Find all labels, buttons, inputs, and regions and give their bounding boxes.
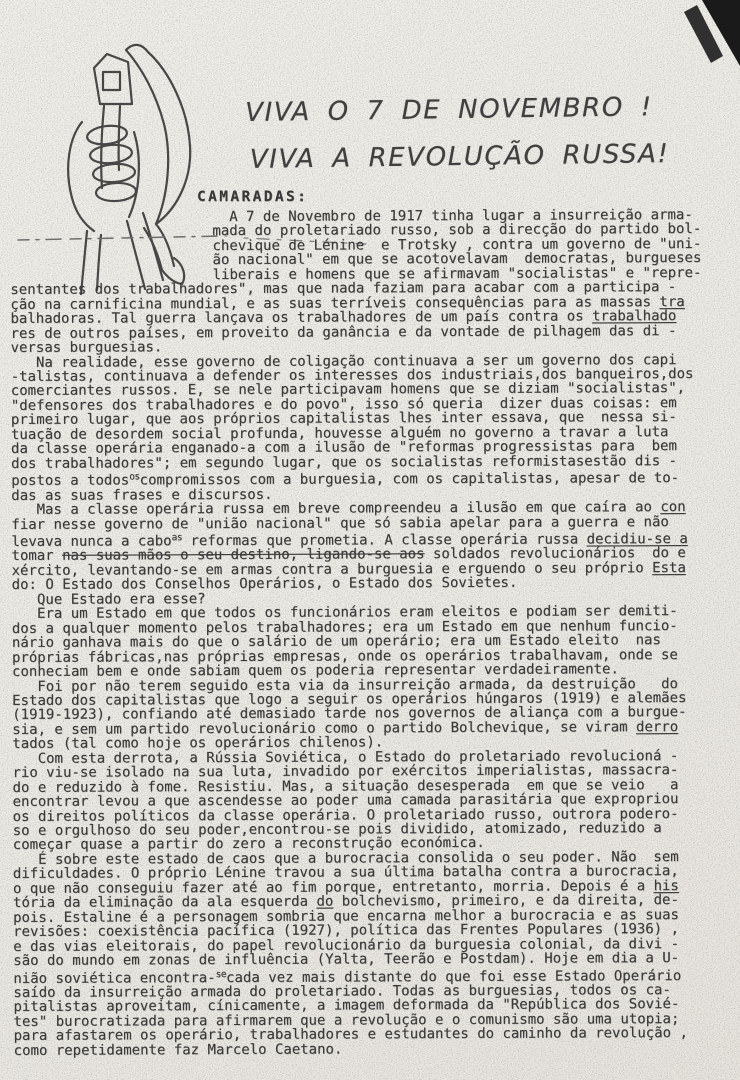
text-segment: dos a qualquer momento pelos trabalhadores; era um Estado em que nenhum funcio- bbox=[11, 617, 678, 637]
text-segment: do: O Estado dos Conselhos Operários, o Estado dos Sovietes. bbox=[11, 575, 518, 594]
text-line bbox=[11, 323, 740, 341]
text-segment: Estado dos capitalistas que logo a seguir os operários húngaros (1919) e alemães bbox=[12, 689, 687, 709]
text-segment: nário ganhava mais do que o salário de um operário; era um Estado eleito nas bbox=[11, 632, 661, 652]
text-segment: para afastarem os operário, trabalhadores e estudantes do caminho da revolução , bbox=[13, 1025, 688, 1045]
text-segment: trabalhado bbox=[592, 308, 677, 325]
text-segment: Na realidade, esse governo de coligação continuava a ser um governo dos capi bbox=[10, 351, 677, 371]
text-segment: sentantes dos trabalhadores", mas que nada faziam para acabar com a participa - bbox=[10, 279, 677, 299]
text-segment: revisões: coexistência pacífica (1927), política das Frentes Populares (1936) , bbox=[13, 921, 680, 941]
text-segment: Mas a classe operária russa em breve compreendeu a ilusão em que caíra ao bbox=[11, 499, 661, 519]
text-segment: rio viu-se isolado na sua luta, invadido por exércitos imperialistas, massacra- bbox=[12, 762, 679, 782]
text-segment: do bbox=[316, 893, 334, 910]
text-segment: Foi por não terem seguido esta via da insurreição armada, da destruição do bbox=[12, 675, 678, 695]
text-segment: derro bbox=[635, 718, 679, 736]
text-segment: do e reduzido à fome. Resistiu. Mas, a situação desesperada em que se veio a bbox=[12, 776, 679, 796]
text-segment: tória da eliminação da ala esquerda bbox=[12, 893, 317, 912]
text-segment: nião soviética encontra- bbox=[13, 969, 216, 987]
text-segment: pois. Estaline é a personagem sombria que encarna melhor a burocracia e as suas bbox=[13, 906, 679, 926]
text-line bbox=[14, 1041, 740, 1059]
text-segment: tes" burocratizada para afirmarem que a revolução e o comunismo são uma utopia; bbox=[13, 1010, 680, 1030]
text-segment: se bbox=[215, 968, 227, 980]
text-line bbox=[14, 1026, 740, 1044]
text-segment: res de outros países, em proveito da ganância e da vontade de pilhagem das di - bbox=[10, 322, 677, 342]
text-segment: os direitos políticos da classe operária. O proletariado russo, outrora podero- bbox=[12, 805, 679, 825]
text-line bbox=[11, 468, 740, 489]
text-segment: levava nunca a cabo bbox=[11, 533, 172, 550]
text-segment: pitalistas aproveitam, cínicamente, a imagem deformada da "República dos Sovié- bbox=[13, 996, 680, 1016]
text-segment: Era um Estado em que todos os funcionários eram eleitos e podiam ser demiti- bbox=[11, 603, 678, 623]
text-segment: Com esta derrota, a Rússia Soviética, o Estado do proletariado revolucioná - bbox=[12, 747, 679, 767]
text-segment: "defensores dos trabalhadores e do povo", isso só queria dizer duas coisas: em bbox=[10, 394, 677, 414]
text-segment: É sobre este estado de caos que a burocracia consolida o seu poder. Não sem bbox=[12, 848, 679, 868]
text-segment: soldados revolucionários do e bbox=[424, 545, 686, 563]
text-segment: tados (tal como hoje os operários chilenos). bbox=[12, 734, 384, 753]
text-segment: -talistas, continuava a defender os interesses dos industriais,dos banqueiros,dos bbox=[10, 365, 694, 385]
corner-fold-mark bbox=[676, 0, 740, 84]
text-segment: conheciam bem e onde sabiam quem os poderia representar verdadeiramente. bbox=[11, 661, 619, 680]
text-segment: reformas que prometia. A classe operária russa bbox=[182, 531, 587, 550]
text-segment: encontrar levou a que ascendesse ao poder uma camada parasitária que expropriou bbox=[12, 791, 679, 811]
text-segment: próprias fábricas,nas próprias empresas, onde os operários trabalhavam, onde se bbox=[11, 646, 678, 666]
text-segment: (1919-1923), confiando até demasiado tarde nos governos de aliança com a burgue- bbox=[12, 704, 687, 724]
text-segment: his bbox=[653, 877, 679, 894]
text-segment: as bbox=[171, 532, 183, 544]
text-segment: compromissos com a burguesia, com os capitalistas, apesar de to- bbox=[139, 470, 680, 489]
salutation: CAMARADAS: bbox=[197, 189, 309, 205]
text-segment: saído da insurreição armada do proletariado. Todas as burguesias, todos os ca- bbox=[13, 982, 671, 1001]
text-segment: primeiro lugar, que aos próprios capitalistas lhes inter essava, que nessa si- bbox=[10, 409, 677, 429]
text-segment: postos a todos bbox=[11, 472, 130, 490]
text-segment: ção na carnificina mundial, e as suas terríveis consequências para as massas bbox=[10, 293, 660, 313]
text-segment: cada vez mais distante do que foi esse Estado Operário bbox=[226, 967, 682, 986]
text-segment: da classe operária enganado-a com a ilusão de "reformas progressistas para bem bbox=[11, 438, 677, 458]
text-segment: balhadoras. Tal guerra lançava os trabalhadores de um país contra os bbox=[10, 308, 593, 328]
text-segment: so e orgulhoso do seu poder,encontrou-se pois dividido, atomizado, reduzido a bbox=[12, 820, 662, 839]
text-segment: decidiu-se a bbox=[586, 530, 688, 548]
body-text bbox=[0, 208, 740, 1059]
text-segment: sia, e sem um partido revolucionário como o partido Bolchevique, se viram bbox=[12, 719, 637, 738]
text-segment: os bbox=[129, 471, 140, 483]
text-segment: tra bbox=[659, 293, 685, 310]
text-segment: tuação de desordem social profunda, houvesse alguém no governo a travar a luta bbox=[10, 423, 669, 443]
text-segment: são do mundo em zonas de influência (Yalta, Teerão e Postdam). Hoje em dia a U- bbox=[13, 950, 680, 970]
text-segment: dificuldades. O próprio Lénine travou a sua última batalha contra a burocracia, bbox=[12, 863, 679, 883]
text-segment: tomar bbox=[11, 548, 63, 565]
text-segment: versas burguesias. bbox=[10, 339, 163, 357]
text-segment: fiar nesse governo de "união nacional" que só sabia apelar para a guerra e não bbox=[11, 513, 669, 533]
text-segment: xército, levantando-se em armas contra a burguesia e erguendo o seu próprio bbox=[11, 560, 653, 579]
text-segment: nas suas mãos o seu destino, ligando-se aos bbox=[62, 546, 425, 565]
text-segment: chevique de Lénine e Trotsky , contra um governo de "uni- bbox=[10, 235, 702, 255]
text-segment: Esta bbox=[652, 559, 686, 577]
text-segment: Que Estado era esse? bbox=[11, 590, 206, 608]
text-segment: mada do proletariado russo, sob a direcção do partido bol- bbox=[10, 221, 702, 241]
text-segment: con bbox=[660, 499, 686, 516]
text-segment: começar quase a partir do zero a reconstrução económica. bbox=[12, 835, 485, 854]
text-segment: como repetidamente faz Marcelo Caetano. bbox=[13, 1041, 343, 1059]
text-segment: ão nacional" em que se acotovelavam democratas, burgueses bbox=[10, 250, 702, 270]
text-segment: comerciantes russos. E, se nele participavam homens que se diziam "socialistas", bbox=[10, 380, 686, 400]
text-segment: das as suas frases e discursos. bbox=[11, 486, 273, 504]
text-segment: e das vias eleitorais, do papel revolucionário da burguesia colonial, da divi - bbox=[13, 935, 680, 955]
text-segment: A 7 de Novembro de 1917 tinha lugar a insurreição arma- bbox=[9, 206, 693, 226]
headline bbox=[245, 89, 740, 177]
text-segment: liberais e homens que se afirmavam "socialistas" e "repre- bbox=[10, 264, 702, 284]
text-segment: dos trabalhadores"; em segundo lugar, que os socialistas reformistasestão dis - bbox=[11, 452, 678, 472]
headline-line-1: VIVA O 7 DE NOVEMBRO ! bbox=[245, 92, 654, 128]
headline-line-2: VIVA A REVOLUÇÃO RUSSA! bbox=[249, 139, 670, 175]
text-segment: o que não conseguiu fazer até ao fim porque, entretanto, morria. Depois é a bbox=[12, 877, 654, 897]
text-segment: bolchevismo, primeiro, e da direita, de- bbox=[333, 892, 679, 910]
